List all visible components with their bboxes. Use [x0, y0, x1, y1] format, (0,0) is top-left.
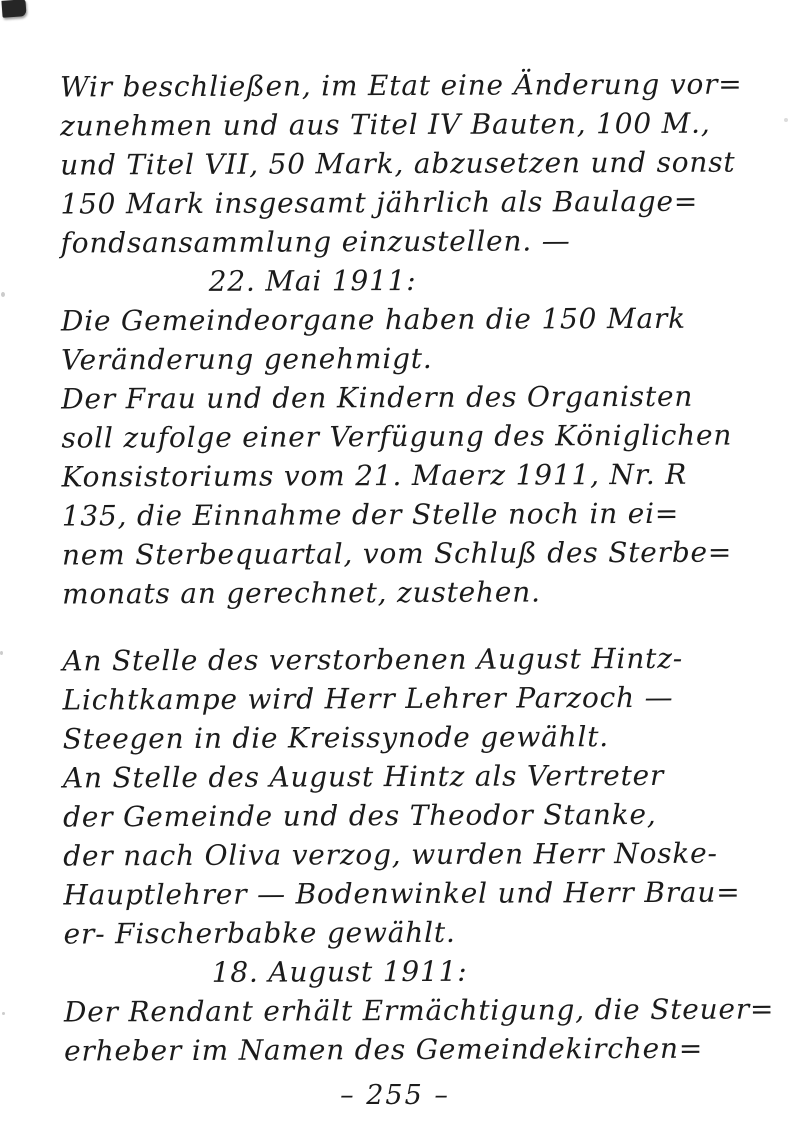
handwritten-line: der nach Oliva verzog, wurden Herr Noske-	[63, 836, 718, 873]
handwritten-line: und Titel VII, 50 Mark, abzusetzen und sonst	[60, 145, 736, 182]
handwritten-line: 150 Mark insgesamt jährlich als Baulage=	[60, 184, 699, 221]
scan-speck	[784, 118, 788, 122]
handwritten-line: Der Frau und den Kindern des Organisten	[61, 379, 694, 416]
handwritten-line: erheber im Namen des Gemeindekirchen=	[64, 1031, 704, 1068]
handwritten-line: 135, die Einnahme der Stelle noch in ei=	[61, 496, 680, 533]
handwritten-line: er- Fischerbabke gewählt.	[63, 915, 456, 951]
page-number: – 255 –	[340, 1080, 450, 1111]
handwritten-line: fondsansammlung einzustellen. —	[60, 224, 571, 260]
date-heading-18-august-1911: 18. August 1911:	[211, 954, 468, 989]
handwritten-line: Lichtkampe wird Herr Lehrer Parzoch —	[62, 680, 674, 717]
date-heading-22-mai-1911: 22. Mai 1911:	[208, 263, 417, 298]
handwritten-line: An Stelle des verstorbenen August Hintz-	[62, 641, 684, 678]
paragraph-gap	[62, 610, 762, 641]
handwritten-text-block	[59, 64, 775, 1070]
handwritten-line: Wir beschließen, im Etat eine Änderung vor=	[59, 67, 743, 104]
handwritten-line: der Gemeinde und des Theodor Stanke,	[63, 797, 657, 834]
handwritten-line: Veränderung genehmigt.	[61, 341, 433, 377]
scan-smudge-artifact	[1, 0, 26, 18]
handwritten-line: zunehmen und aus Titel IV Bauten, 100 M.,	[59, 106, 711, 143]
handwritten-line: Der Rendant erhält Ermächtigung, die Steuer=	[63, 992, 775, 1029]
handwritten-line: soll zufolge einer Verfügung des Königlichen	[61, 418, 733, 455]
handwritten-line: monats an gerechnet, zustehen.	[62, 575, 541, 611]
handwritten-line: nem Sterbequartal, vom Schluß des Sterbe=	[61, 535, 733, 572]
scan-speck	[1, 292, 5, 297]
scan-speck	[0, 651, 3, 655]
handwritten-line: An Stelle des August Hintz als Vertreter	[62, 758, 665, 795]
handwritten-line: Steegen in die Kreissynode gewählt.	[62, 720, 610, 756]
handwritten-line: Die Gemeindeorgane haben die 150 Mark	[60, 301, 686, 338]
scan-speck	[2, 1012, 5, 1015]
handwritten-line: Hauptlehrer — Bodenwinkel und Herr Brau=	[63, 875, 741, 912]
handwritten-line: Konsistoriums vom 21. Maerz 1911, Nr. R	[61, 457, 688, 494]
